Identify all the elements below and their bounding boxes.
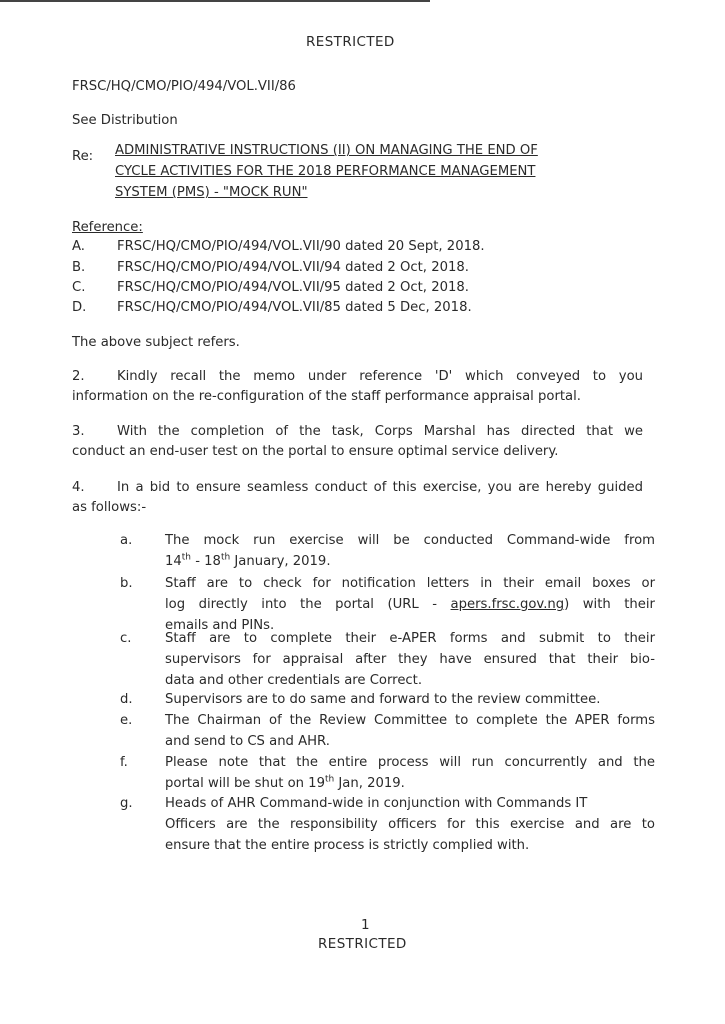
instruction-letter: c.: [120, 631, 132, 646]
instruction-text: [165, 710, 655, 752]
classification-header: RESTRICTED: [306, 34, 395, 50]
paragraph-line: as follows:-: [72, 500, 147, 515]
instruction-line: Heads of AHR Command-wide in conjunction with Commands IT: [165, 796, 588, 811]
reference-letter: D.: [72, 300, 87, 315]
reference-letter: B.: [72, 260, 86, 275]
instruction-line: [165, 551, 655, 572]
instruction-line: Please note that the entire process will run concurrently and the: [165, 755, 655, 770]
instruction-text: [165, 689, 655, 710]
reference-text: FRSC/HQ/CMO/PIO/494/VOL.VII/85 dated 5 Dec, 2018.: [117, 300, 472, 315]
shutdown-prefix: portal will be shut on 19: [165, 776, 325, 791]
reference-text: FRSC/HQ/CMO/PIO/494/VOL.VII/95 dated 2 Oct, 2018.: [117, 280, 469, 295]
url-prefix: log directly into the portal (URL -: [165, 597, 451, 612]
distribution-line: See Distribution: [72, 113, 178, 128]
classification-footer: RESTRICTED: [318, 936, 407, 952]
subject-line-3: SYSTEM (PMS) - "MOCK RUN": [115, 185, 308, 200]
instruction-item-a: [0, 530, 725, 572]
paragraph-line: Kindly recall the memo under reference 'D' which conveyed to you: [117, 369, 643, 384]
reference-text: FRSC/HQ/CMO/PIO/494/VOL.VII/94 dated 2 Oct, 2018.: [117, 260, 469, 275]
paragraph-number: 2.: [72, 369, 85, 384]
instruction-text: [165, 530, 655, 572]
portal-url-link[interactable]: apers.frsc.gov.ng: [450, 597, 565, 612]
paragraph-line: With the completion of the task, Corps Marshal has directed that we: [117, 424, 643, 439]
reference-text: FRSC/HQ/CMO/PIO/494/VOL.VII/90 dated 20 Sept, 2018.: [117, 239, 485, 254]
shutdown-suffix: th: [324, 774, 335, 785]
instruction-line: Officers are the responsibility officers for this exercise and are to: [165, 817, 655, 832]
date-end: 18: [204, 554, 221, 569]
instruction-letter: e.: [120, 713, 133, 728]
instruction-line: Staff are to complete their e-APER forms and submit to their: [165, 631, 655, 646]
instruction-line: The mock run exercise will be conducted Command-wide from: [165, 533, 655, 548]
date-tail: January, 2019.: [230, 554, 331, 569]
date-start: 14: [165, 554, 182, 569]
instruction-line: and send to CS and AHR.: [165, 734, 330, 749]
instruction-item-d: [0, 689, 725, 710]
instruction-line: The Chairman of the Review Committee to complete the APER forms: [165, 713, 655, 728]
instruction-item-c: [0, 628, 725, 691]
instruction-letter: a.: [120, 533, 133, 548]
instruction-item-b: [0, 573, 725, 636]
paragraph-line: In a bid to ensure seamless conduct of this exercise, you are hereby guided: [117, 480, 643, 495]
reference-heading: Reference:: [72, 220, 143, 235]
subject-line-2: CYCLE ACTIVITIES FOR THE 2018 PERFORMANCE MANAGEMENT: [115, 164, 536, 179]
instruction-text: [165, 752, 655, 794]
paragraph-line: conduct an end-user test on the portal to ensure optimal service delivery.: [72, 444, 559, 459]
opening-paragraph: The above subject refers.: [72, 335, 240, 350]
instruction-item-e: [0, 710, 725, 752]
instruction-line: Staff are to check for notification letters in their email boxes or: [165, 576, 655, 591]
shutdown-tail: Jan, 2019.: [334, 776, 405, 791]
instruction-text: [165, 793, 655, 856]
paragraph-line: information on the re-configuration of the staff performance appraisal portal.: [72, 389, 581, 404]
instruction-text: [165, 628, 655, 691]
url-suffix: ) with their: [564, 597, 655, 612]
reference-letter: A.: [72, 239, 85, 254]
instruction-line: supervisors for appraisal after they have ensured that their bio-: [165, 652, 655, 667]
subject-prefix: Re:: [72, 149, 94, 164]
page-number: 1: [361, 917, 370, 933]
instruction-letter: d.: [120, 692, 133, 707]
instruction-line: emails and PINs.: [165, 618, 275, 633]
date-separator: -: [191, 554, 205, 569]
instruction-letter: g.: [120, 796, 133, 811]
instruction-item-g: [0, 793, 725, 856]
instruction-text: [165, 573, 655, 636]
reference-letter: C.: [72, 280, 86, 295]
instruction-line: [165, 594, 655, 615]
instruction-item-f: [0, 752, 725, 794]
scan-edge-line: [0, 0, 430, 2]
instruction-letter: f.: [120, 755, 128, 770]
instruction-line: data and other credentials are Correct.: [165, 673, 423, 688]
reference-number: FRSC/HQ/CMO/PIO/494/VOL.VII/86: [72, 79, 296, 94]
date-end-suffix: th: [220, 552, 231, 563]
instruction-letter: b.: [120, 576, 133, 591]
paragraph-number: 3.: [72, 424, 85, 439]
date-start-suffix: th: [181, 552, 192, 563]
instruction-line: [165, 773, 655, 794]
subject-line-1: ADMINISTRATIVE INSTRUCTIONS (II) ON MANAGING THE END OF: [115, 143, 538, 158]
paragraph-number: 4.: [72, 480, 85, 495]
instruction-line: ensure that the entire process is strictly complied with.: [165, 838, 530, 853]
instruction-line: Supervisors are to do same and forward to the review committee.: [165, 692, 601, 707]
